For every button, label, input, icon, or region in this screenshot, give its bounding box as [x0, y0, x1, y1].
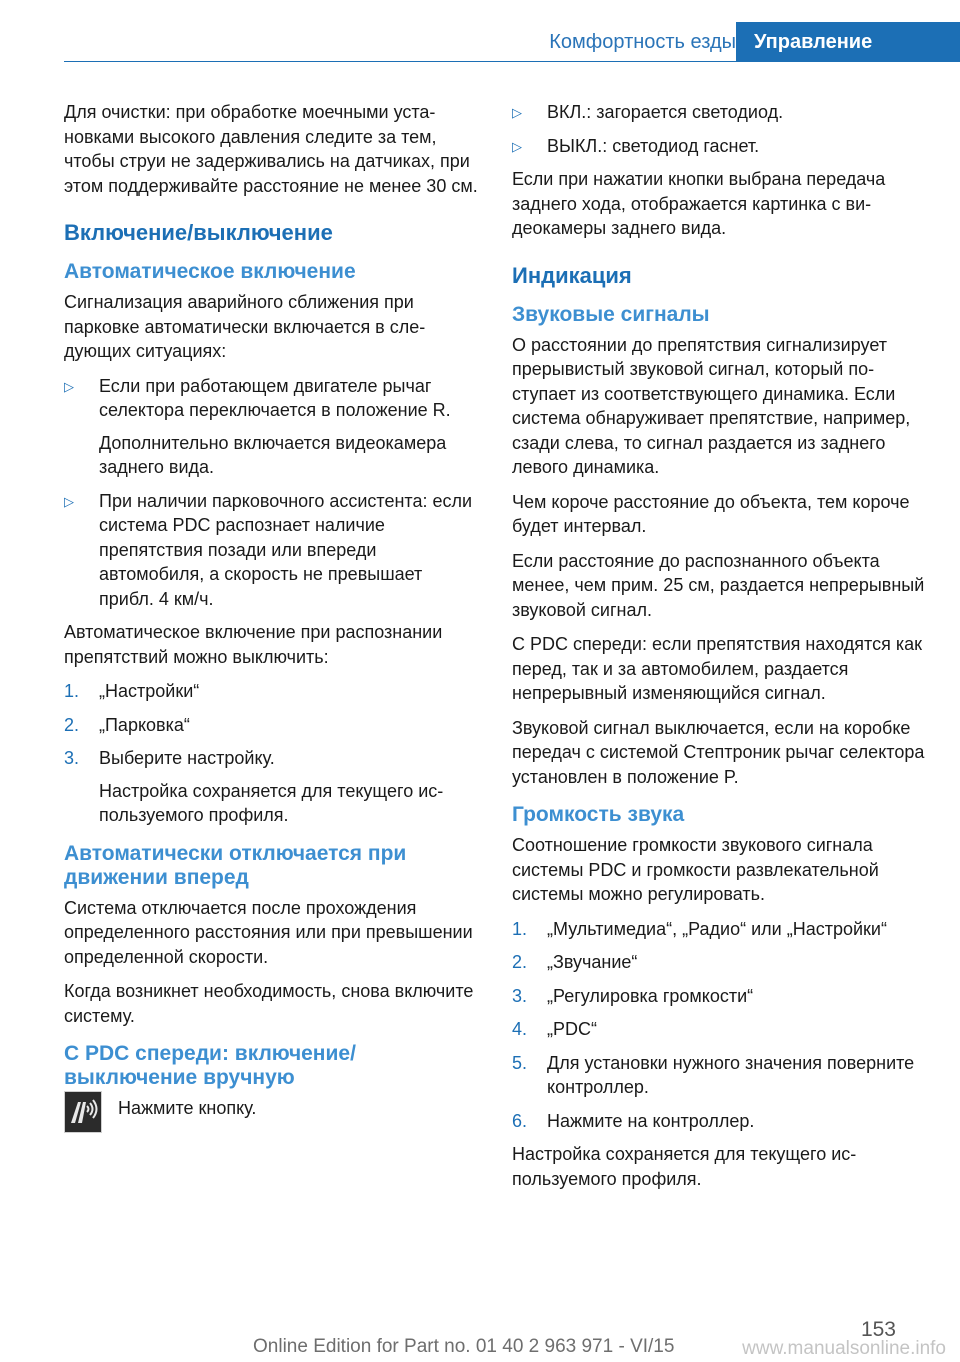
- sound-paragraph-3: Если расстояние до распознанного объекта менее, чем прим. 25 см, раздается непрерывный звуковой сигнал.: [512, 550, 925, 620]
- list-item: [64, 679, 482, 704]
- sound-paragraph-4: С PDC спереди: если препятствия находятся как перед, так и за автомобилем, раздается непрерывный изменяющийся сигнал.: [512, 634, 922, 703]
- final-paragraph: Настройка сохраняется для текущего используемого профиля.: [512, 1144, 857, 1189]
- pdc-button-icon: [64, 1091, 102, 1133]
- auto-on-paragraph: Сигнализация аварийного сближения при парковке автоматически включается в следующих ситуациях:: [64, 292, 426, 361]
- pdc-button-instruction: [64, 1096, 482, 1140]
- page-number: 153: [860, 1318, 896, 1341]
- step-number: 3.: [64, 748, 80, 768]
- heading-indication: Индикация: [512, 262, 632, 288]
- sound-paragraph-1: О расстоянии до препятствия сигнализирует прерывистый звуковой сигнал, который поступает из соответствующего динамика. Если система обнаруживает препятствие, например, сзади слева, то сигнал раздается из заднего левого динамика.: [512, 334, 911, 477]
- heading-on-off: Включение/выключение: [64, 220, 333, 245]
- auto-off-paragraph-1: Система отключается после прохождения определенного расстояния или при превышении определенной скорости.: [64, 897, 473, 967]
- list-item: [512, 984, 930, 1009]
- volume-paragraph: Соотношение громкости звукового сигнала системы PDC и громкости развлекательной системы можно регулировать.: [512, 835, 879, 904]
- triangle-right-icon: ▷: [512, 138, 522, 154]
- list-item: [512, 134, 930, 159]
- sound-paragraph-5: Звуковой сигнал выключается, если на коробке передач с системой Стептроник рычаг селектора установлен в положение P.: [512, 717, 925, 787]
- list-item: [512, 917, 930, 942]
- list-item: [64, 374, 482, 480]
- step-number: 6.: [512, 1110, 528, 1131]
- list-item-text: Если при работающем двигателе рычаг селектора переключается в положение R.: [99, 375, 451, 420]
- step-number: 2.: [512, 952, 528, 972]
- reverse-camera-paragraph: Если при нажатии кнопки выбрана передача заднего хода, отображается картинка с видеокамеры заднего вида.: [512, 169, 886, 238]
- subheading-front-manual: С PDC спереди: включение/ выключение вручную: [64, 1042, 356, 1089]
- step-text: „Настройки“: [99, 681, 200, 701]
- subheading-auto-off-forward: Автоматически отключается при движении вперед: [64, 841, 407, 889]
- sound-paragraph-2: Чем короче расстояние до объекта, тем короче будет интервал.: [512, 491, 910, 536]
- list-item: [512, 950, 930, 975]
- triangle-right-icon: ▷: [64, 493, 74, 509]
- auto-on-bullet-list: [64, 374, 482, 612]
- step-text: Для установки нужного значения поверните контроллер.: [547, 1052, 915, 1097]
- list-item-subtext: Дополнительно включается видеокамера заднего вида.: [99, 432, 447, 477]
- chapter-tab: Управление: [736, 22, 960, 62]
- step-number: 1.: [64, 681, 80, 701]
- list-item: [512, 1017, 930, 1042]
- step-text: Выберите настройку.: [99, 748, 275, 768]
- step-number: 2.: [64, 714, 80, 735]
- volume-step-list: [512, 917, 930, 1134]
- subheading-sound-signals: Звуковые сигналы: [512, 302, 710, 326]
- triangle-right-icon: ▷: [512, 105, 522, 120]
- step-text: „Звучание“: [547, 952, 638, 972]
- list-item: [512, 100, 930, 125]
- step-text: Нажмите на контроллер.: [547, 1110, 755, 1131]
- step-number: 4.: [512, 1019, 528, 1039]
- step-text: „Мультимедиа“, „Радио“ или „Настройки“: [547, 918, 887, 939]
- step-text: „Регулировка громкости“: [547, 985, 754, 1006]
- list-item-text: При наличии парковочного ассистента: если система PDC распознает наличие препятствия позади или впереди автомобиля, а скорость не превышает прибл. 4 км/ч.: [99, 490, 473, 609]
- list-item: [512, 1051, 930, 1100]
- step-number: 5.: [512, 1052, 528, 1073]
- watermark-text: www.manualsonline.info: [742, 1338, 946, 1359]
- settings-step-list: [64, 679, 482, 828]
- auto-off-paragraph-2: Когда возникнет необходимость, снова включите систему.: [64, 981, 474, 1026]
- left-column: [64, 100, 482, 1140]
- list-item: [64, 746, 482, 828]
- step-text: „Парковка“: [99, 714, 190, 735]
- list-item-text: ВКЛ.: загорается светодиод.: [547, 102, 784, 122]
- subheading-volume: Громкость звука: [512, 803, 685, 826]
- right-column: [512, 100, 930, 1201]
- page-header: [64, 22, 960, 62]
- step-text: „PDC“: [547, 1019, 597, 1039]
- intro-paragraph: Для очистки: при обработке моечными установками высокого давления следите за тем, чтобы струи не задерживались на датчиках, при этом поддерживайте расстояние не менее 30 см.: [64, 102, 478, 196]
- triangle-right-icon: ▷: [64, 378, 74, 394]
- led-state-list: [512, 100, 930, 158]
- subheading-auto-on: Автоматическое включение: [64, 260, 356, 283]
- auto-off-paragraph: Автоматическое включение при распознании препятствий можно выключить:: [64, 622, 443, 667]
- list-item: [64, 489, 482, 612]
- step-number: 3.: [512, 985, 528, 1006]
- press-button-text: Нажмите кнопку.: [118, 1098, 257, 1118]
- section-tab: Комфортность езды: [549, 31, 736, 53]
- edition-footer: Online Edition for Part no. 01 40 2 963 971 - VI/15: [253, 1336, 675, 1357]
- list-item: [512, 1109, 930, 1134]
- header-rule: [64, 61, 960, 62]
- step-number: 1.: [512, 918, 528, 939]
- list-item-text: ВЫКЛ.: светодиод гаснет.: [547, 135, 760, 156]
- list-item: [64, 713, 482, 738]
- step-subtext: Настройка сохраняется для текущего используемого профиля.: [99, 780, 444, 825]
